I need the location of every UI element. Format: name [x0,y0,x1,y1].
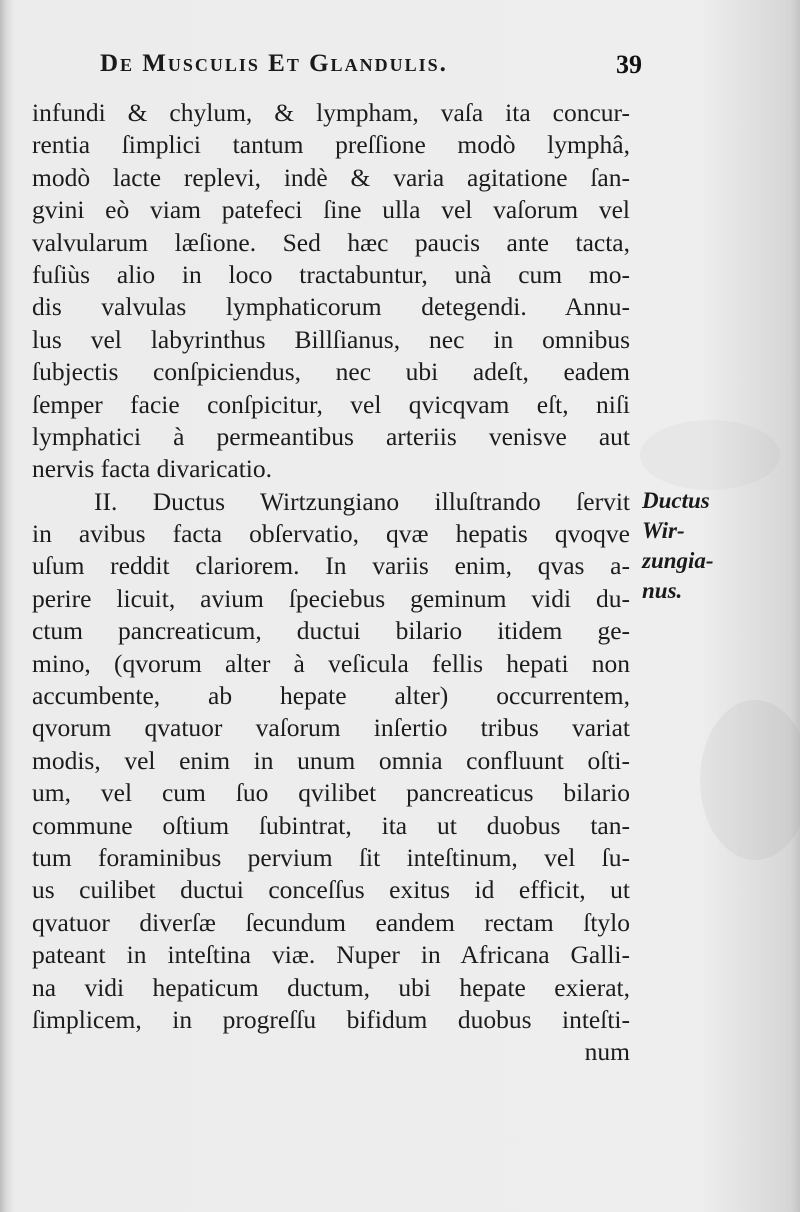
text-line: in avibus facta obſervatio, qvæ hepatis qvoqve [32,519,630,549]
paper-stain [640,420,780,490]
text-line: dis valvulas lymphaticorum detegendi. Annu- [32,292,630,322]
marginal-note-line: Ductus [642,488,710,513]
text-line: modis, vel enim in unum omnia confluunt oſti- [32,745,630,775]
text-line: fuſiùs alio in loco tractabuntur, unà cum mo- [32,259,630,289]
marginal-note-line: zungia- [642,548,714,573]
text-line: perire licuit, avium ſpeciebus geminum vidi du- [32,583,630,613]
page-number: 39 [616,50,642,79]
marginal-note [642,486,752,606]
body-text [32,97,630,1069]
text-line: ſimplicem, in progreſſu bifidum duobus inteſti- [32,1004,630,1034]
text-line: mino, (qvorum alter à veſicula fellis hepati non [32,648,630,678]
text-line: accumbente, ab hepate alter) occurrentem, [32,681,630,711]
catchword: num [584,1037,630,1067]
text-line: lus vel labyrinthus Billſianus, nec in omnibus [32,324,630,354]
running-head: De Musculis Et Glandulis. [100,50,448,77]
text-line: rentia ſimplici tantum preſſione modò lymphâ, [32,130,630,160]
text-line: us cuilibet ductui conceſſus exitus id efficit, ut [32,875,630,905]
text-line: ctum pancreaticum, ductui bilario itidem ge- [32,616,630,646]
marginal-note-line: Wir- [642,518,685,543]
text-line: qvatuor diverſæ ſecundum eandem rectam ſtylo [32,907,630,937]
page-header [100,50,660,90]
text-line: pateant in inteſtina viæ. Nuper in Africana Galli- [32,940,630,970]
text-line: modò lacte replevi, indè & varia agitatione ſan- [32,162,630,192]
paper-stain [700,700,800,860]
text-line: lymphatici à permeantibus arteriis venisve aut [32,421,630,451]
text-line: tum foraminibus pervium ſit inteſtinum, vel ſu- [32,842,630,872]
text-line: uſum reddit clariorem. In variis enim, qvas a- [32,551,630,581]
text-line: ſubjectis conſpiciendus, nec ubi adeſt, eadem [32,357,630,387]
marginal-note-line: nus. [642,578,683,603]
text-line: commune oſtium ſubintrat, ita ut duobus tan- [32,810,630,840]
text-line: qvorum qvatuor vaſorum inſertio tribus variat [32,713,630,743]
text-line: gvini eò viam patefeci ſine ulla vel vaſorum vel [32,195,630,225]
text-line: um, vel cum ſuo qvilibet pancreaticus bilario [32,778,630,808]
text-line: ſemper facie conſpicitur, vel qvicqvam eſt, niſi [32,389,630,419]
text-line: na vidi hepaticum ductum, ubi hepate exierat, [32,972,630,1002]
paragraph-start-line: II. Ductus Wirtzungiano illuſtrando ſervit [94,486,630,516]
paragraph-end-line: nervis facta divaricatio. [32,454,273,484]
text-line: valvularum læſione. Sed hæc paucis ante tacta, [32,227,630,257]
text-line: infundi & chylum, & lympham, vaſa ita concur- [32,98,630,127]
